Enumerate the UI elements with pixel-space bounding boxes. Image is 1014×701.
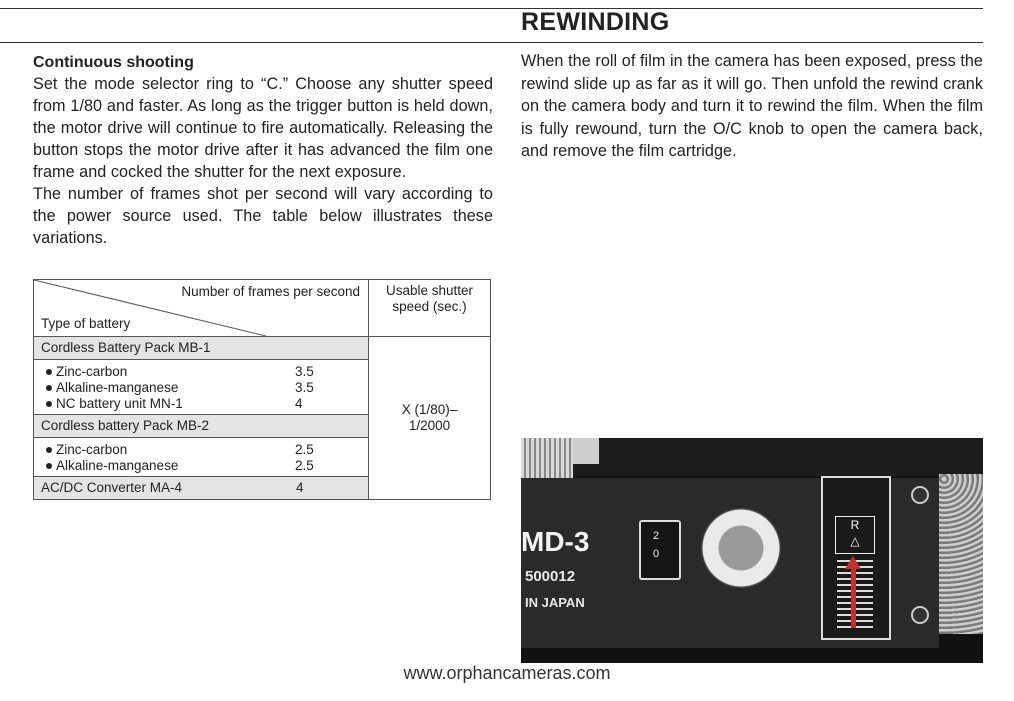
list-item: Zinc-carbon 3.5 — [34, 364, 368, 380]
paragraph-frames: The number of frames shot per second will vary according to the power source used. The table below illustrates these variations. — [33, 185, 493, 247]
rewind-slide-label-box — [835, 516, 875, 554]
table-header-diagonal — [34, 280, 369, 337]
paragraph-rewinding: When the roll of film in the camera has been exposed, press the rewind slide up as far as it will go. Then unfold the rewind crank on the camera body and turn it to rewind the film. When the film is fully rewound, turn the O/C knob to open the camera back, and remove the film cartridge. — [521, 52, 983, 160]
triangle-icon: △ — [850, 534, 860, 548]
watermark: www.orphancameras.com — [403, 663, 611, 683]
leatherette-texture — [939, 474, 983, 634]
header-battery: Type of battery — [41, 316, 131, 331]
top-rule — [0, 8, 983, 9]
group-mb1: Cordless Battery Pack MB-1 — [34, 337, 369, 360]
rewind-dial — [701, 508, 781, 588]
converter-row — [34, 477, 369, 500]
list-item: Alkaline-manganese 3.5 — [34, 380, 368, 396]
list-item: NC battery unit MN-1 4 — [34, 396, 368, 412]
group-mb2: Cordless battery Pack MB-2 — [34, 415, 369, 438]
screw-icon — [911, 486, 929, 504]
made-in-label: IN JAPAN — [525, 595, 585, 610]
paragraph-continuous: Set the mode selector ring to “C.” Choose any shutter speed from 1/80 and faster. As long as the trigger button is held down, the motor drive will continue to fire automatically. Releasing the button stops the motor drive after it has advanced the film one frame and cocked the shutter for the next exposure. — [33, 75, 493, 181]
list-item: Zinc-carbon 2.5 — [34, 442, 368, 458]
battery-table — [33, 279, 491, 500]
title-underline — [0, 42, 983, 43]
rewind-slide-label: R — [850, 518, 860, 532]
frame-counter — [639, 520, 681, 580]
group-mb1-items — [34, 360, 369, 415]
model-label: MD-3 — [521, 526, 590, 557]
shutter-speed: X (1/80)– 1/2000 — [401, 402, 458, 433]
counter-top: 2 — [653, 530, 660, 542]
shutter-speed-cell — [369, 337, 491, 500]
counter-bottom: 0 — [653, 548, 660, 560]
group-mb2-items — [34, 438, 369, 477]
subheading: Continuous shooting — [33, 54, 194, 71]
converter-value: 4 — [296, 480, 304, 495]
camera-photo — [521, 438, 983, 663]
header-usable — [369, 280, 491, 337]
converter-name: AC/DC Converter MA-4 — [41, 480, 183, 495]
right-column — [521, 50, 983, 163]
screw-icon — [911, 606, 929, 624]
section-title: REWINDING — [521, 8, 670, 36]
header-frames: Number of frames per second — [181, 284, 360, 299]
header-usable-text: Usable shutter speed (sec.) — [385, 283, 474, 314]
arrow-shaft — [851, 566, 856, 628]
serial-number: 500012 — [525, 568, 576, 585]
list-item: Alkaline-manganese 2.5 — [34, 458, 368, 474]
knurled-wheel-edge — [573, 438, 599, 464]
left-column — [33, 52, 493, 249]
